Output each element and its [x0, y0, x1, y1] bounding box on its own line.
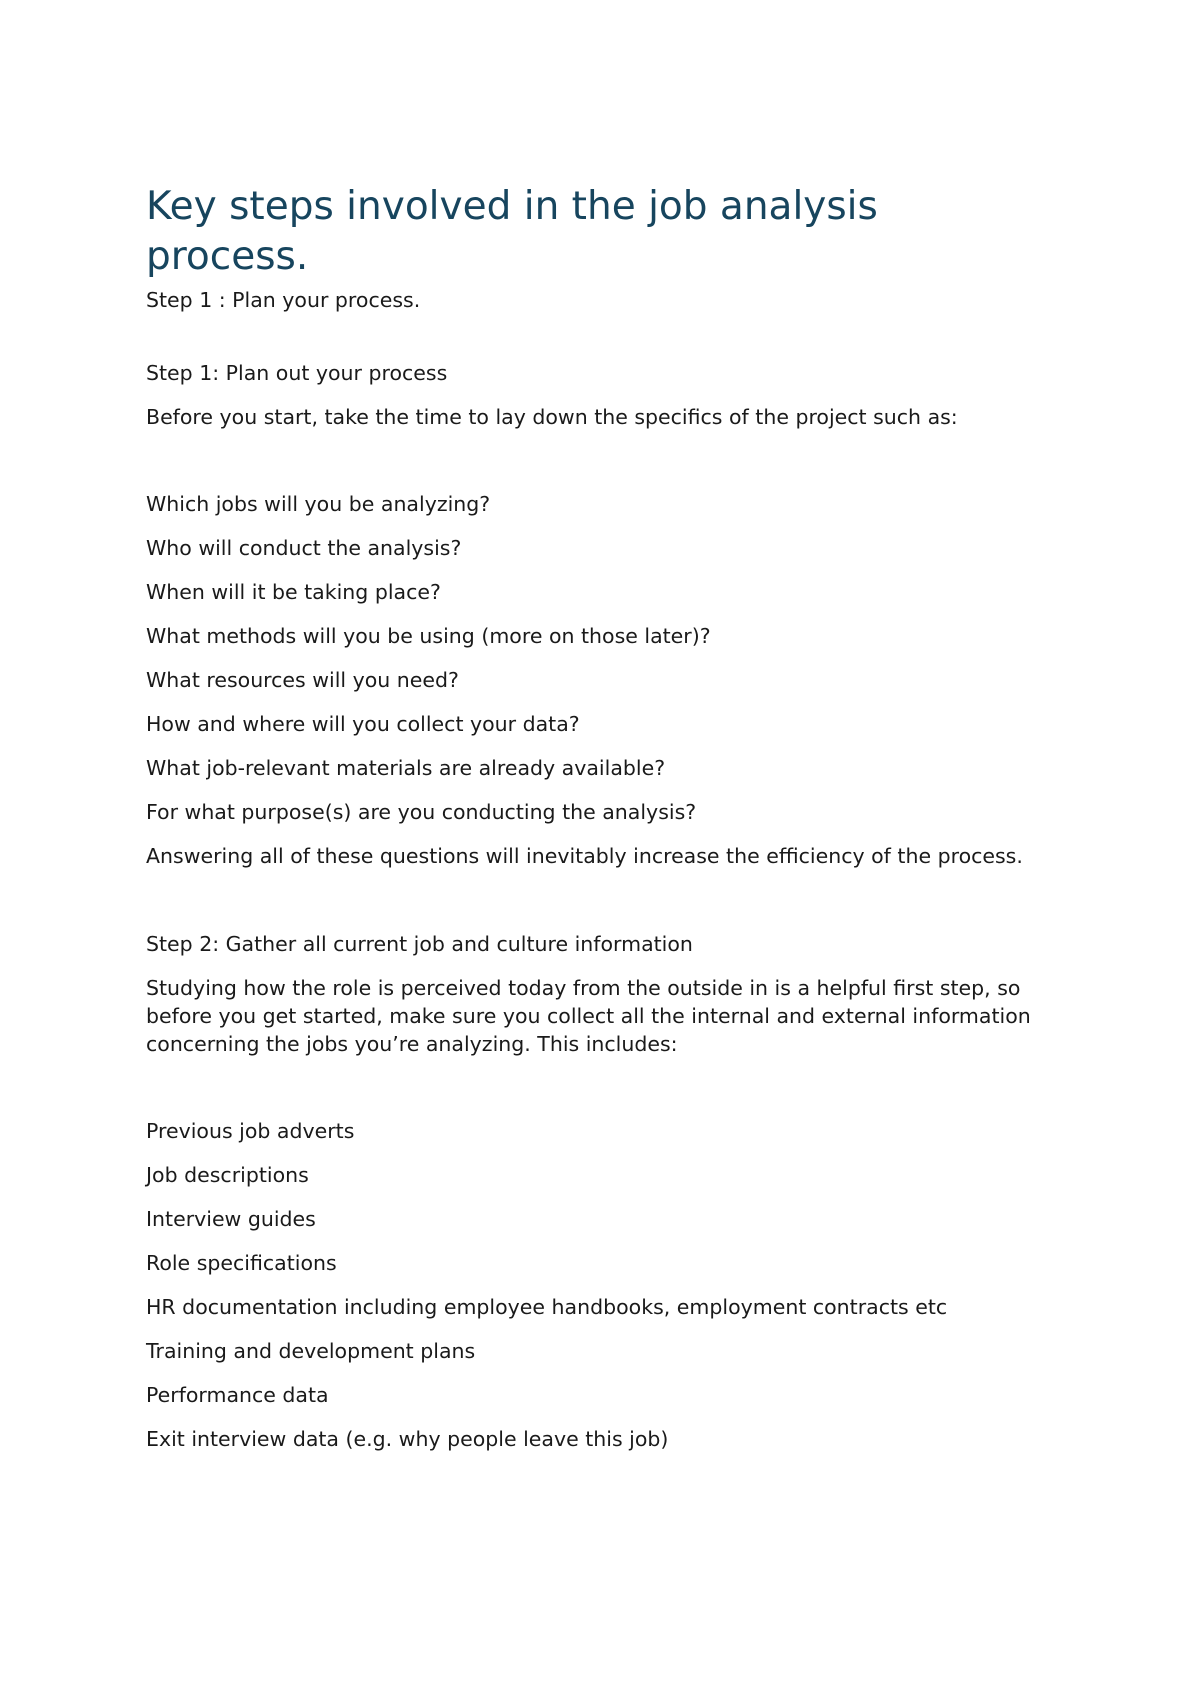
document-subtitle: Step 1 : Plan your process.: [146, 288, 421, 312]
list-item: Interview guides: [146, 1207, 316, 1231]
list-item: How and where will you collect your data?: [146, 712, 580, 736]
step2-intro: Studying how the role is perceived today from the outside in is a helpful first step, so before you get started, make sure you collect all the internal and external information concerning the jobs you’re analyzing. This includes:: [146, 976, 1031, 1056]
document-title: Key steps involved in the job analysis process.: [146, 184, 878, 279]
list-item: Role specifications: [146, 1251, 337, 1275]
list-item: What job-relevant materials are already available?: [146, 756, 666, 780]
list-item: Who will conduct the analysis?: [146, 536, 462, 560]
list-item: Exit interview data (e.g. why people leave this job): [146, 1427, 669, 1451]
step1-conclusion: Answering all of these questions will inevitably increase the efficiency of the process.: [146, 844, 1023, 868]
list-item: Training and development plans: [146, 1339, 476, 1363]
document-page: [146, 182, 1046, 1469]
step2-heading: Step 2: Gather all current job and culture information: [146, 932, 693, 956]
list-item: Which jobs will you be analyzing?: [146, 492, 491, 516]
step2-item-list: [146, 1117, 1046, 1453]
list-item: Performance data: [146, 1383, 329, 1407]
list-item: Previous job adverts: [146, 1119, 355, 1143]
step1-question-list: [146, 490, 1046, 826]
list-item: What resources will you need?: [146, 668, 459, 692]
list-item: For what purpose(s) are you conducting the analysis?: [146, 800, 697, 824]
list-item: What methods will you be using (more on those later)?: [146, 624, 711, 648]
list-item: HR documentation including employee handbooks, employment contracts etc: [146, 1295, 948, 1319]
step1-intro: Before you start, take the time to lay down the specifics of the project such as:: [146, 405, 958, 429]
list-item: When will it be taking place?: [146, 580, 441, 604]
step1-heading: Step 1: Plan out your process: [146, 361, 448, 385]
list-item: Job descriptions: [146, 1163, 309, 1187]
